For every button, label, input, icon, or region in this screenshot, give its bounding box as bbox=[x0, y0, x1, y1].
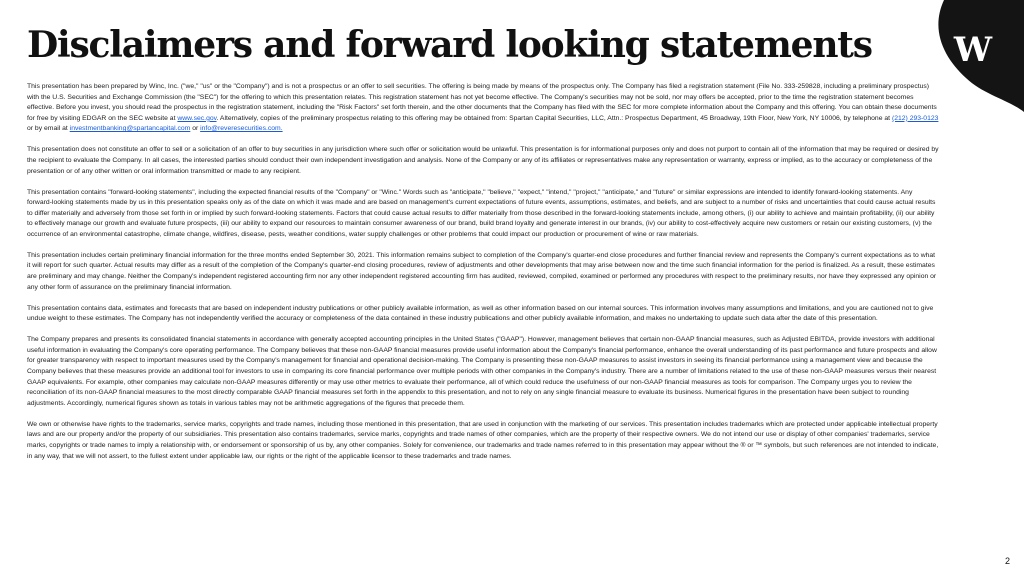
paragraph-prospectus: This presentation has been prepared by Winc, Inc. ("we," "us" or the "Company") and is not a prospectus or an offer to sell securities. The offering is being made by means of the prospectus only. The Company has filed a registration statement (File No. 333-259828, including a preliminary prospectus) with the U.S. Securities and Exchange Commission (the "SEC") for the offering to which this presentation relates. This registration statement has not yet become effective. The Company's securities may not be sold, nor may offers be accepted, prior to the time the registration statement becomes effective. Before you invest, you should read the prospectus in the registration statement, including the "Risk Factors" set forth therein, and the other documents that the Company has filed with the SEC for more complete information about the Company and this offering. You can obtain these documents for free by visiting EDGAR on the SEC website at www.sec.gov. Alternatively, copies of the preliminary prospectus relating to this offering may be obtained from: Spartan Capital Securities, LLC, Attn.: Prospectus Department, 45 Broadway, 19th Floor, New York, NY 10006, by telephone at (212) 293-0123 or by email at investmentbanking@spartancapital.com or info@reveresecurities.com. bbox=[27, 83, 939, 133]
page-title: Disclaimers and forward looking statements bbox=[27, 24, 872, 66]
email-link-spartan[interactable]: investmentbanking@spartancapital.com bbox=[69, 125, 191, 133]
page-number: 2 bbox=[1004, 556, 1010, 566]
paragraph-preliminary-financials: This presentation includes certain preliminary financial information for the three months ended September 30, 2021. This information remains subject to completion of the Company's quarter-end close procedures and further financial review and represents the Company's current expectations as to what it will report for such quarter. Actual results may differ as a result of the completion of the Company's quarter-end closing procedures, review of adjustments and other developments that may arise between now and the time such financial information for the period is finalized. As a result, these estimates are preliminary and may change. Neither the Company's independent registered accounting firm nor any other independent registered accounting firm has audited, reviewed, compiled, examined or performed any procedures with respect to the preliminary results, nor have they expressed any opinion or any other form of assurance on the preliminary financial information. bbox=[27, 251, 937, 291]
phone-link[interactable]: (212) 293-0123 bbox=[891, 114, 939, 122]
sec-link[interactable]: www.sec.gov bbox=[177, 114, 217, 122]
paragraph-industry-data: This presentation contains data, estimates and forecasts that are based on independent industry publications or other publicly available information, as well as other information based on our internal sources. This information involves many assumptions and limitations, and you are cautioned not to give undue weight to these estimates. The Company has not independently verified the accuracy or completeness of the data contained in these industry publications and other publicly available information, and makes no undertaking to update such data after the date of this presentation. bbox=[27, 304, 934, 323]
paragraph-non-gaap: The Company prepares and presents its consolidated financial statements in accordance with generally accepted accounting principles in the United States ("GAAP"). However, management believes that certain non-GAAP financial measures, such as Adjusted EBITDA, provide investors with additional useful information in evaluating the Company's core operating performance. The Company believes that these non-GAAP financial measures provide useful information about the Company's financial performance, enhance the overall understanding of its past performance and future prospects and allow for greater transparency with respect to important measures used by the Company's management for financial and operational decision-making. The Company is presenting these non-GAAP measures to assist investors in seeing its financial performance using a management view and because the Company believes that these measures provide an additional tool for investors to use in comparing its core financial performance over multiple periods with other companies in the Company's industry. There are a number of limitations related to the use of these non-GAAP measures versus their nearest GAAP equivalents. For example, other companies may calculate non-GAAP measures differently or may use other metrics to evaluate their performance, all of which could reduce the usefulness of our non-GAAP financial measures as tools for comparison. The Company urges you to review the reconciliation of its non-GAAP financial measures to the most directly comparable GAAP financial measures set forth in the appendix to this presentation, and not to rely on any single financial measure to evaluate its business. Numerical figures in the presentation have been subject to rounding adjustments. Accordingly, numerical figures shown as totals in various tables may not be arithmetic aggregations of the figures that precede them. bbox=[27, 336, 937, 407]
paragraph-trademarks: We own or otherwise have rights to the trademarks, service marks, copyrights and trade names, including those mentioned in this presentation, that are used in conjunction with the marketing of our services. This presentation includes trademarks which are protected under applicable intellectual property laws and are our property and/or the property of our subsidiaries. This presentation also contains trademarks, service marks, copyrights and trade names of other companies, which are the property of their respective owners. We do not intend our use or display of other companies' trademarks, service marks, copyrights or trade names to imply a relationship with, or endorsement or sponsorship of us by, any other companies. Solely for convenience, our trademarks and trade names referred to in this presentation may appear without the ® or ™ symbols, but such references are not intended to indicate, in any way, that we will not assert, to the fullest extent under applicable law, our rights or the right of the applicable licensor to these trademarks and trade names. bbox=[27, 420, 939, 460]
svg-text:W: W bbox=[953, 30, 993, 66]
paragraph-no-offer: This presentation does not constitute an offer to sell or a solicitation of an offer to buy securities in any jurisdiction where such offer or solicitation would be unlawful. This presentation is for informational purposes only and does not purport to contain all of the information that may be required or desired by the recipient to evaluate the Company. In all cases, the interested parties should conduct their own independent investigation and analysis. None of the Company or any of its affiliates or representatives make any representation or warranty, express or implied, as to the accuracy or completeness of the presentation or of any other written or oral information transmitted or made to any recipient. bbox=[27, 146, 939, 175]
email-link-revere[interactable]: info@reveresecurities.com. bbox=[200, 125, 283, 133]
paragraph-forward-looking: This presentation contains "forward-looking statements", including the expected financial results of the "Company" or "Winc." Words such as "anticipate," "believe," "expect," "intend," "project," "anticipate," and "future" or similar expressions are intended to identify forward-looking statements. Any forward-looking statements made by us in this presentation speaks only as of the date on which it was made and are based on management's current expectations of future events, assumptions, estimates, and beliefs, and are subject to a number of risks and uncertainties that could cause actual results to differ materially and adversely from those set forth in or implied by such forward-looking statements. Factors that could cause actual results to differ materially from those described in the forward-looking statements include, among others, (i) our ability to achieve and maintain profitability, (ii) our ability to effectively manage our growth and evaluate future prospects, (iii) our ability to expand our resources to maintain consumer awareness of our brand, build brand loyalty and generate interest in our brands, (iv) our ability to cost-effectively acquire new customers or retain our existing customers, (v) the occurrence of an environmental catastrophe, climate change, wildfires, disease, pests, weather conditions, water supply challenges or other problems that could impact our production or procurement of wine or raw materials. bbox=[27, 188, 936, 238]
disclaimer-text bbox=[27, 82, 939, 473]
w-logo-icon bbox=[948, 30, 998, 66]
